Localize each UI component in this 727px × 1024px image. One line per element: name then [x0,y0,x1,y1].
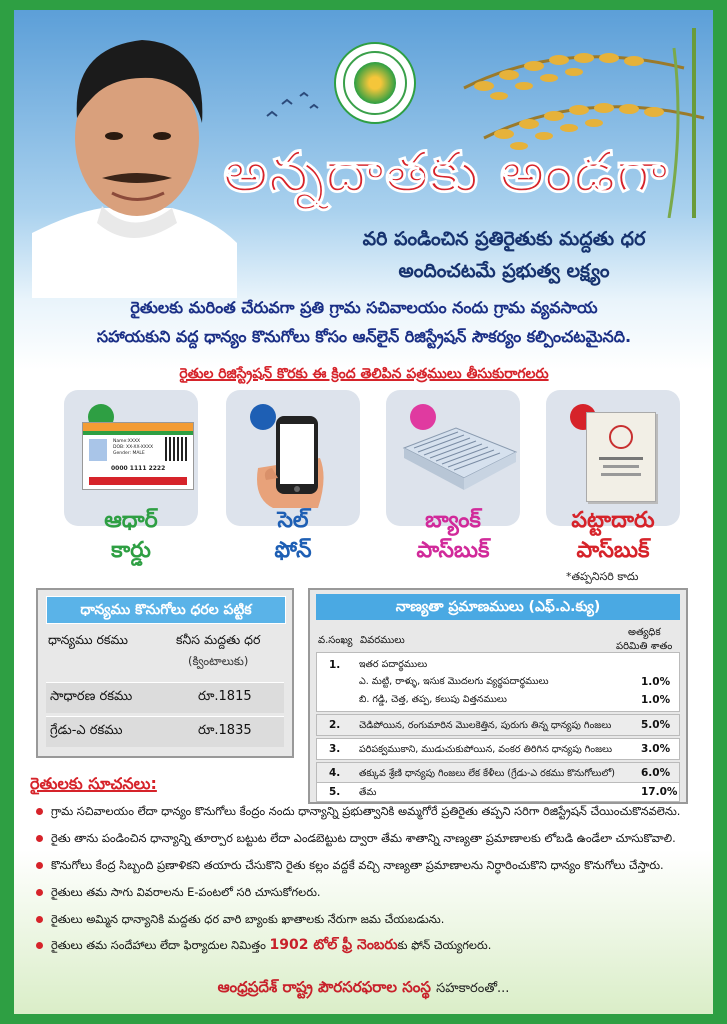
subtitle-line-1: వరి పండించిన ప్రతిరైతుకు మద్దతు ధర [362,228,646,250]
price-col-unit: (క్వింటాలుకు) [188,654,249,668]
state-emblem-icon [334,42,416,124]
list-item: రైతులు అమ్మిన ధాన్యానికి మద్దతు ధర వారి బ్యాంకు ఖాతాలకు నేరుగా జమ చేయబడును. [36,912,706,929]
main-title: అన్నదాతకు అండగా [223,140,669,205]
pattadar-passbook-icon [586,412,656,502]
table-row [316,714,680,736]
row-text: తేమ [359,787,377,798]
row-number: 4. [329,767,341,779]
toll-free-number: 1902 టోల్ ఫ్రీ నెంబరు [269,937,398,953]
bullet-icon [36,862,43,869]
chief-minister-portrait [32,28,237,298]
row-percent: 1.0% [641,694,671,706]
doc-label-line-2: ఫోన్ [274,538,312,563]
subtitle-line-2: అందించటమే ప్రభుత్వ లక్ష్యం [398,260,610,282]
row-number: 1. [329,659,341,671]
row-text: చెడిపోయిన, రంగుమారిన మొలకెత్తిన, పురుగు తిన్న ధాన్యపు గింజలు [359,720,612,731]
row-percent: 17.0% [641,786,678,798]
grain-price: రూ.1835 [198,723,252,738]
registration-note: రైతుల రిజిస్ట్రేషన్ కొరకు ఈ క్రింద తెలిపిన పత్రములు తీసుకురాగలరు [179,366,549,382]
row-text: ఇతర పదార్థములు [359,659,428,670]
farmer-instructions-title: రైతులకు సూచనలు: [30,774,157,793]
poster [14,10,713,1014]
document-card-aadhaar [64,390,198,563]
price-col-grain-type: ధాన్యము రకము [48,632,128,647]
bullet-icon [36,835,43,842]
procurement-price-table [36,588,294,758]
doc-label-line-1: పట్టాదారు [571,508,655,533]
doc-label-line-1: ఆధార్ [104,508,158,533]
list-item: గ్రామ సచివాలయం లేదా ధాన్యం కొనుగోలు కేంద్రం నందు ధాన్యాన్ని ప్రభుత్వానికి అమ్మగోరే ప్రతిరైతు తప్పని సరిగా రిజిస్ట్రేషన్ చేయించుకొనవలెను. [36,804,706,821]
table-row [316,762,680,784]
doc-label-line-1: సెల్ [277,508,309,533]
list-item: కొనుగోలు కేంద్ర సిబ్బంది ప్రణాళికని తయారు చేసుకొని రైతు కల్లం వద్దకే వచ్చి నాణ్యతా ప్రమాణాలను నిర్ధారించుకొని ధాన్యం కొనుగోలు చేస్తారు. [36,858,706,875]
grain-type: గ్రేడు-ఎ రకము [50,723,123,738]
row-percent: 6.0% [641,767,671,779]
quality-col-details: వివరములు [360,635,405,646]
row-text: తక్కువ శ్రేణి ధాన్యపు గింజలు లేక కేళీలు (గ్రేడు-ఎ రకము కొనుగోలులో) [359,768,615,779]
table-row [316,782,680,802]
table-row [46,716,284,747]
grain-price: రూ.1815 [198,689,252,704]
bullet-icon [36,942,43,949]
list-item: రైతులు తమ సందేహాలు లేదా ఫిర్యాదుల నిమిత్తం 1902 టోల్ ఫ్రీ నెంబరుకు ఫోన్ చెయ్యగలరు. [36,937,706,956]
table-row [316,738,680,760]
row-number: 2. [329,719,341,731]
intro-paragraph-line-2: సహాయకుని వద్ద ధాన్యం కొనుగోలు కోసం ఆన్‌లైన్ రిజిస్ట్రేషన్ సౌకర్యం కల్పించటమైనది. [96,327,632,346]
row-text: పరిపక్వముకాని, ముడుచుకుపోయిన, వంకర తిరిగిన ధాన్యపు గింజలు [359,744,613,755]
price-table-title: ధాన్యము కొనుగోలు ధరల పట్టిక [46,596,286,624]
documents-footnote: *తప్పనిసరి కాదు [566,570,639,583]
aadhaar-card-icon: Name:XXXX DOB: XX-XX-XXXX Gender: MALE 0000 1111 2222 [82,422,194,490]
footer-credit [14,978,713,1000]
row-percent: 3.0% [641,743,671,755]
document-card-bank-passbook [386,390,520,563]
price-col-msp: కనీస మద్దతు ధర [176,632,261,647]
list-item: రైతు తాను పండించిన ధాన్యాన్ని తూర్పార బట్టుట లేదా ఎండబెట్టుట ద్వారా తేమ శాతాన్ని నాణ్యతా ప్రమాణాలకు లోబడి ఉండేలా చూసుకొవాలి. [36,831,706,848]
quality-col-sno: వ.సంఖ్య [318,635,353,646]
quality-col-limit-2: పరిమితి శాతం [616,641,673,652]
quality-standards-table [308,588,688,804]
document-card-pattadar-passbook [546,390,680,583]
mobile-phone-icon [248,408,344,508]
quality-col-limit-1: అత్యధిక [628,627,661,638]
quality-table-title: నాణ్యతా ప్రమాణములు (ఎఫ్.ఎ.క్యు) [316,594,680,620]
row-percent: 5.0% [641,719,671,731]
bullet-icon [36,916,43,923]
table-row [316,652,680,712]
doc-label-line-2: కార్డు [111,538,151,563]
intro-paragraph-line-1: రైతులకు మరింత చేరువగా ప్రతి గ్రామ సచివాలయం నందు గ్రామ వ్యవసాయ [130,298,598,317]
doc-label-line-2: పాస్‌బుక్ [416,538,490,563]
bullet-icon [36,808,43,815]
list-item: రైతులు తమ సాగు వివరాలను E-పంటలో సరి చూసుకోగలరు. [36,885,706,902]
row-text: బి. గడ్డి, చెత్త, తప్ప, కలుపు విత్తనములు [359,694,507,705]
bank-passbook-icon [400,418,520,498]
documents-row [14,390,713,590]
doc-label-line-1: బ్యాంక్ [425,508,481,533]
grain-type: సాధారణ రకము [50,689,133,704]
footer-tail: సహకారంతో... [436,981,510,996]
row-number: 3. [329,743,341,755]
birds-decoration [262,86,322,126]
row-text: ఎ. మట్టి, రాళ్ళు, ఇసుక మొదలగు వ్యర్థపదార్థములు [359,676,549,687]
row-percent: 1.0% [641,676,671,688]
doc-label-line-2: పాస్‌బుక్ [576,538,650,563]
document-card-cellphone [226,390,360,563]
bullet-icon [36,889,43,896]
row-number: 5. [329,786,341,798]
table-row [46,682,284,713]
footer-organisation: ఆంధ్రప్రదేశ్ రాష్ట్ర పౌరసరఫరాల సంస్థ [217,978,431,996]
